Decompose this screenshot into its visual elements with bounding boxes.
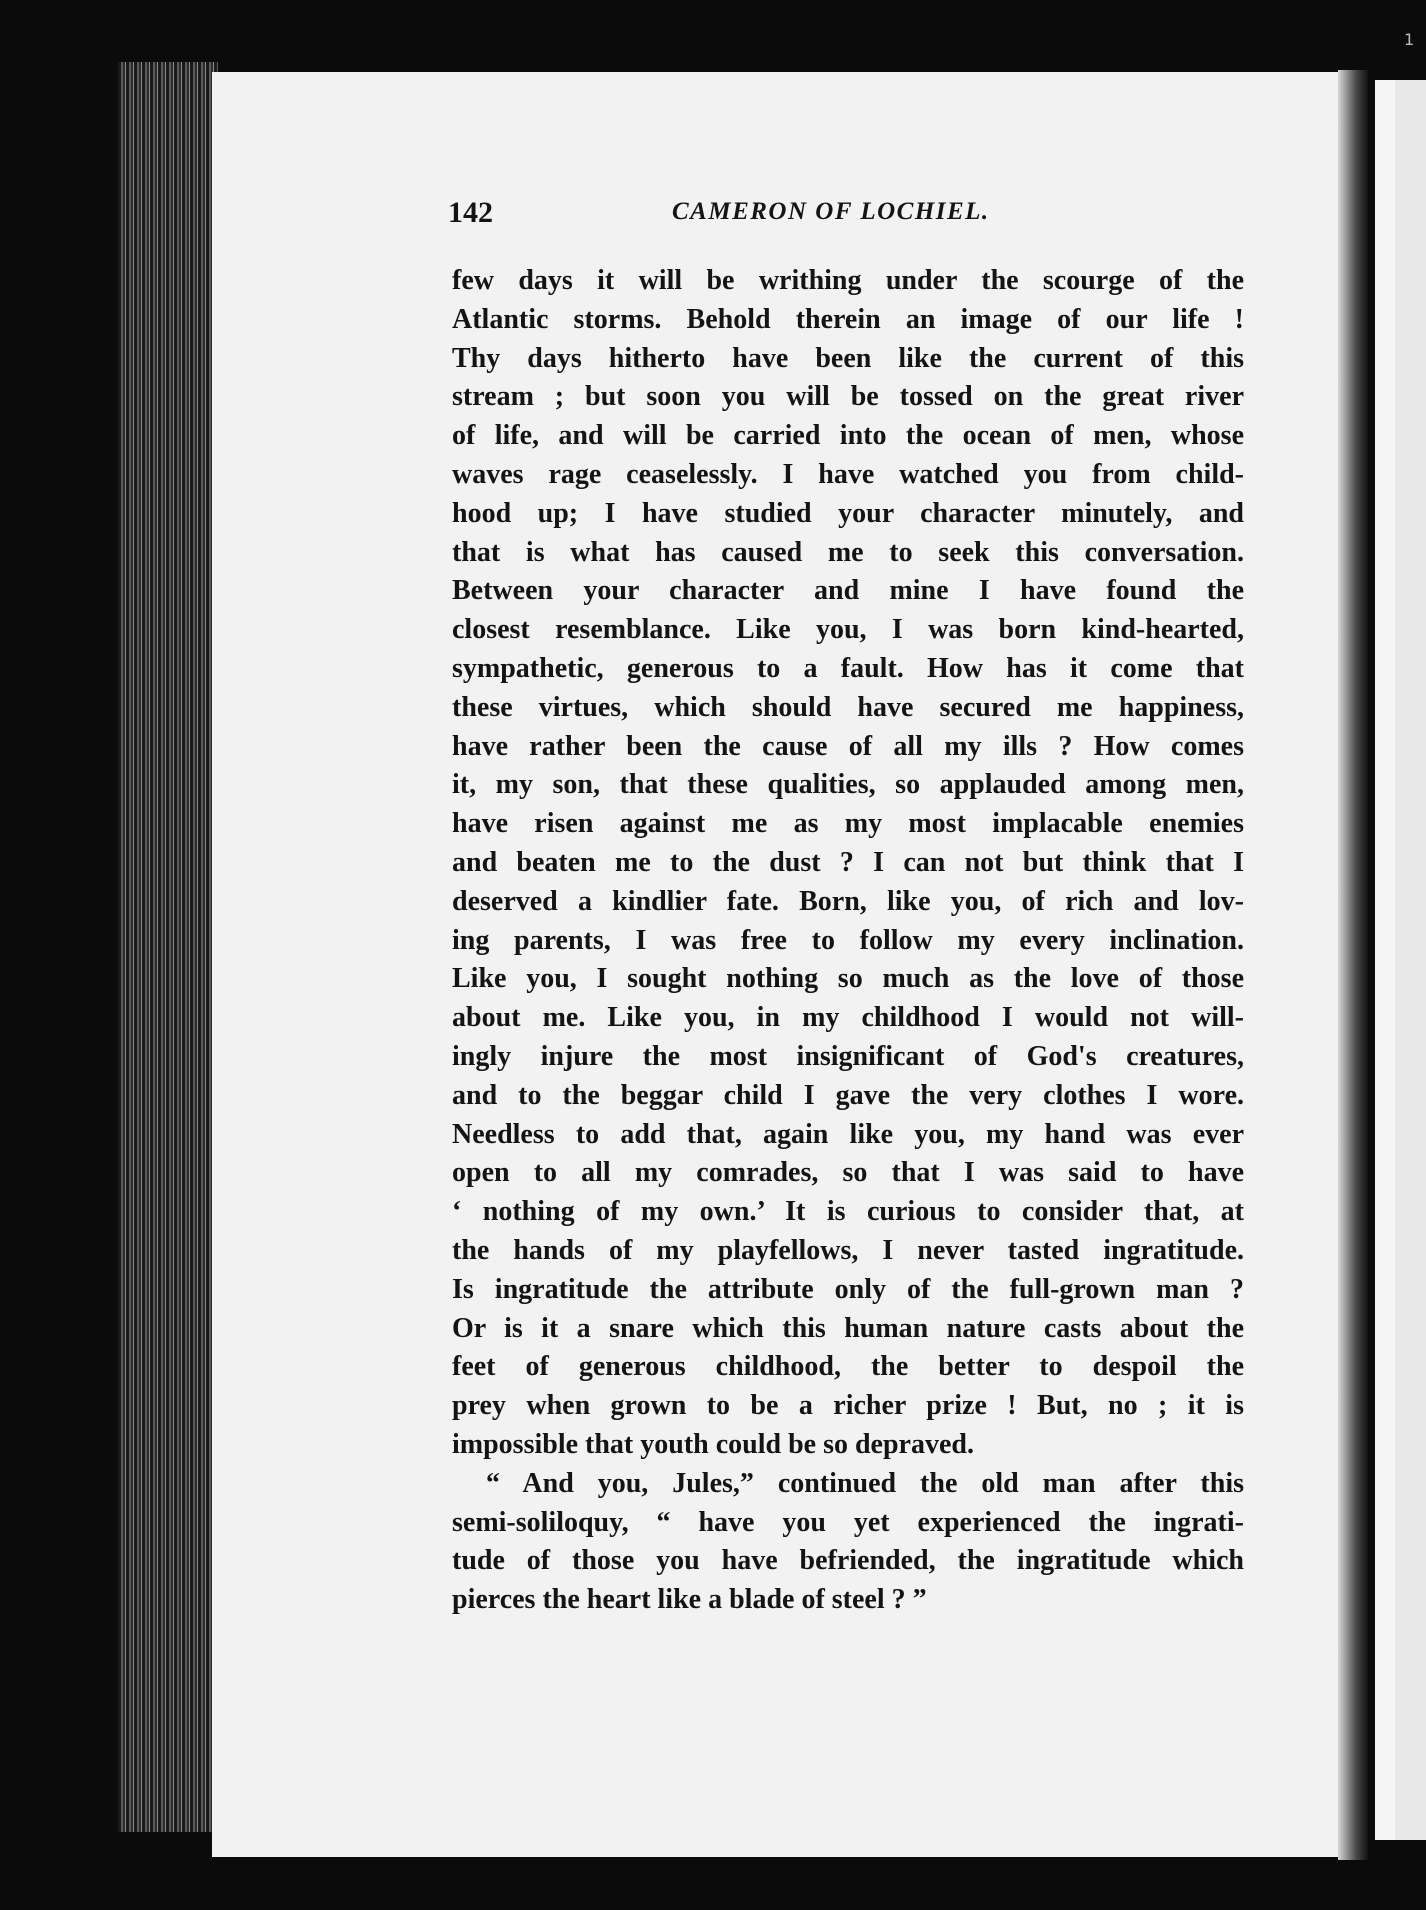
text-line: and to the beggar child I gave the very clothes I wore.: [452, 1079, 1244, 1111]
text-line: it, my son, that these qualities, so applauded among men,: [452, 769, 1244, 801]
text-line: tude of those you have befriended, the ingratitude which: [452, 1545, 1244, 1577]
text-line: about me. Like you, in my childhood I would not will-: [452, 1002, 1244, 1034]
text-line: ingly injure the most insignificant of God's creatures,: [452, 1040, 1244, 1072]
text-line: Is ingratitude the attribute only of the full-grown man ?: [452, 1273, 1244, 1305]
text-line: ‘ nothing of my own.’ It is curious to consider that, at: [452, 1196, 1244, 1228]
text-line: Thy days hitherto have been like the current of this: [452, 342, 1244, 374]
text-line: semi-soliloquy, “ have you yet experienced the ingrati-: [452, 1506, 1244, 1538]
text-line: and beaten me to the dust ? I can not but think that I: [452, 846, 1244, 878]
page-number: 142: [448, 196, 493, 229]
text-line: of life, and will be carried into the ocean of men, whose: [452, 420, 1244, 452]
text-line: hood up; I have studied your character minutely, and: [452, 497, 1244, 529]
book-page-edges: [118, 62, 218, 1832]
corner-mark: 1: [1404, 30, 1415, 49]
text-line: prey when grown to be a richer prize ! But, no ; it is: [452, 1390, 1244, 1422]
text-line: ing parents, I was free to follow my every inclination.: [452, 924, 1244, 956]
text-line: these virtues, which should have secured me happiness,: [452, 691, 1244, 723]
running-head: CAMERON OF LOCHIEL.: [672, 198, 990, 225]
body-text: [452, 262, 1244, 1620]
text-line: impossible that youth could be so depraved.: [452, 1428, 974, 1460]
text-line: pierces the heart like a blade of steel ? ”: [452, 1584, 927, 1616]
text-line: waves rage ceaselessly. I have watched you from child-: [452, 458, 1244, 490]
text-line: Between your character and mine I have found the: [452, 575, 1244, 607]
text-line: have rather been the cause of all my ills ? How comes: [452, 730, 1244, 762]
text-line: Needless to add that, again like you, my hand was ever: [452, 1118, 1244, 1150]
facing-page-strip: [1395, 80, 1426, 1840]
text-line: the hands of my playfellows, I never tasted ingratitude.: [452, 1234, 1244, 1266]
text-line: stream ; but soon you will be tossed on the great river: [452, 381, 1244, 413]
text-line: open to all my comrades, so that I was said to have: [452, 1157, 1244, 1189]
text-line: Like you, I sought nothing so much as the love of those: [452, 963, 1244, 995]
text-line: that is what has caused me to seek this conversation.: [452, 536, 1244, 568]
text-line: have risen against me as my most implacable enemies: [452, 808, 1244, 840]
page-header: [448, 196, 1038, 236]
book-gutter: [1338, 70, 1368, 1860]
text-line: Or is it a snare which this human nature casts about the: [452, 1312, 1244, 1344]
text-line: Atlantic storms. Behold therein an image of our life !: [452, 303, 1244, 335]
text-line: sympathetic, generous to a fault. How has it come that: [452, 652, 1244, 684]
text-line: deserved a kindlier fate. Born, like you, of rich and lov-: [452, 885, 1244, 917]
text-line: few days it will be writhing under the scourge of the: [452, 265, 1244, 296]
text-line: “ And you, Jules,” continued the old man after this: [486, 1467, 1244, 1499]
text-line: closest resemblance. Like you, I was born kind-hearted,: [452, 614, 1244, 646]
text-line: feet of generous childhood, the better to despoil the: [452, 1351, 1244, 1383]
